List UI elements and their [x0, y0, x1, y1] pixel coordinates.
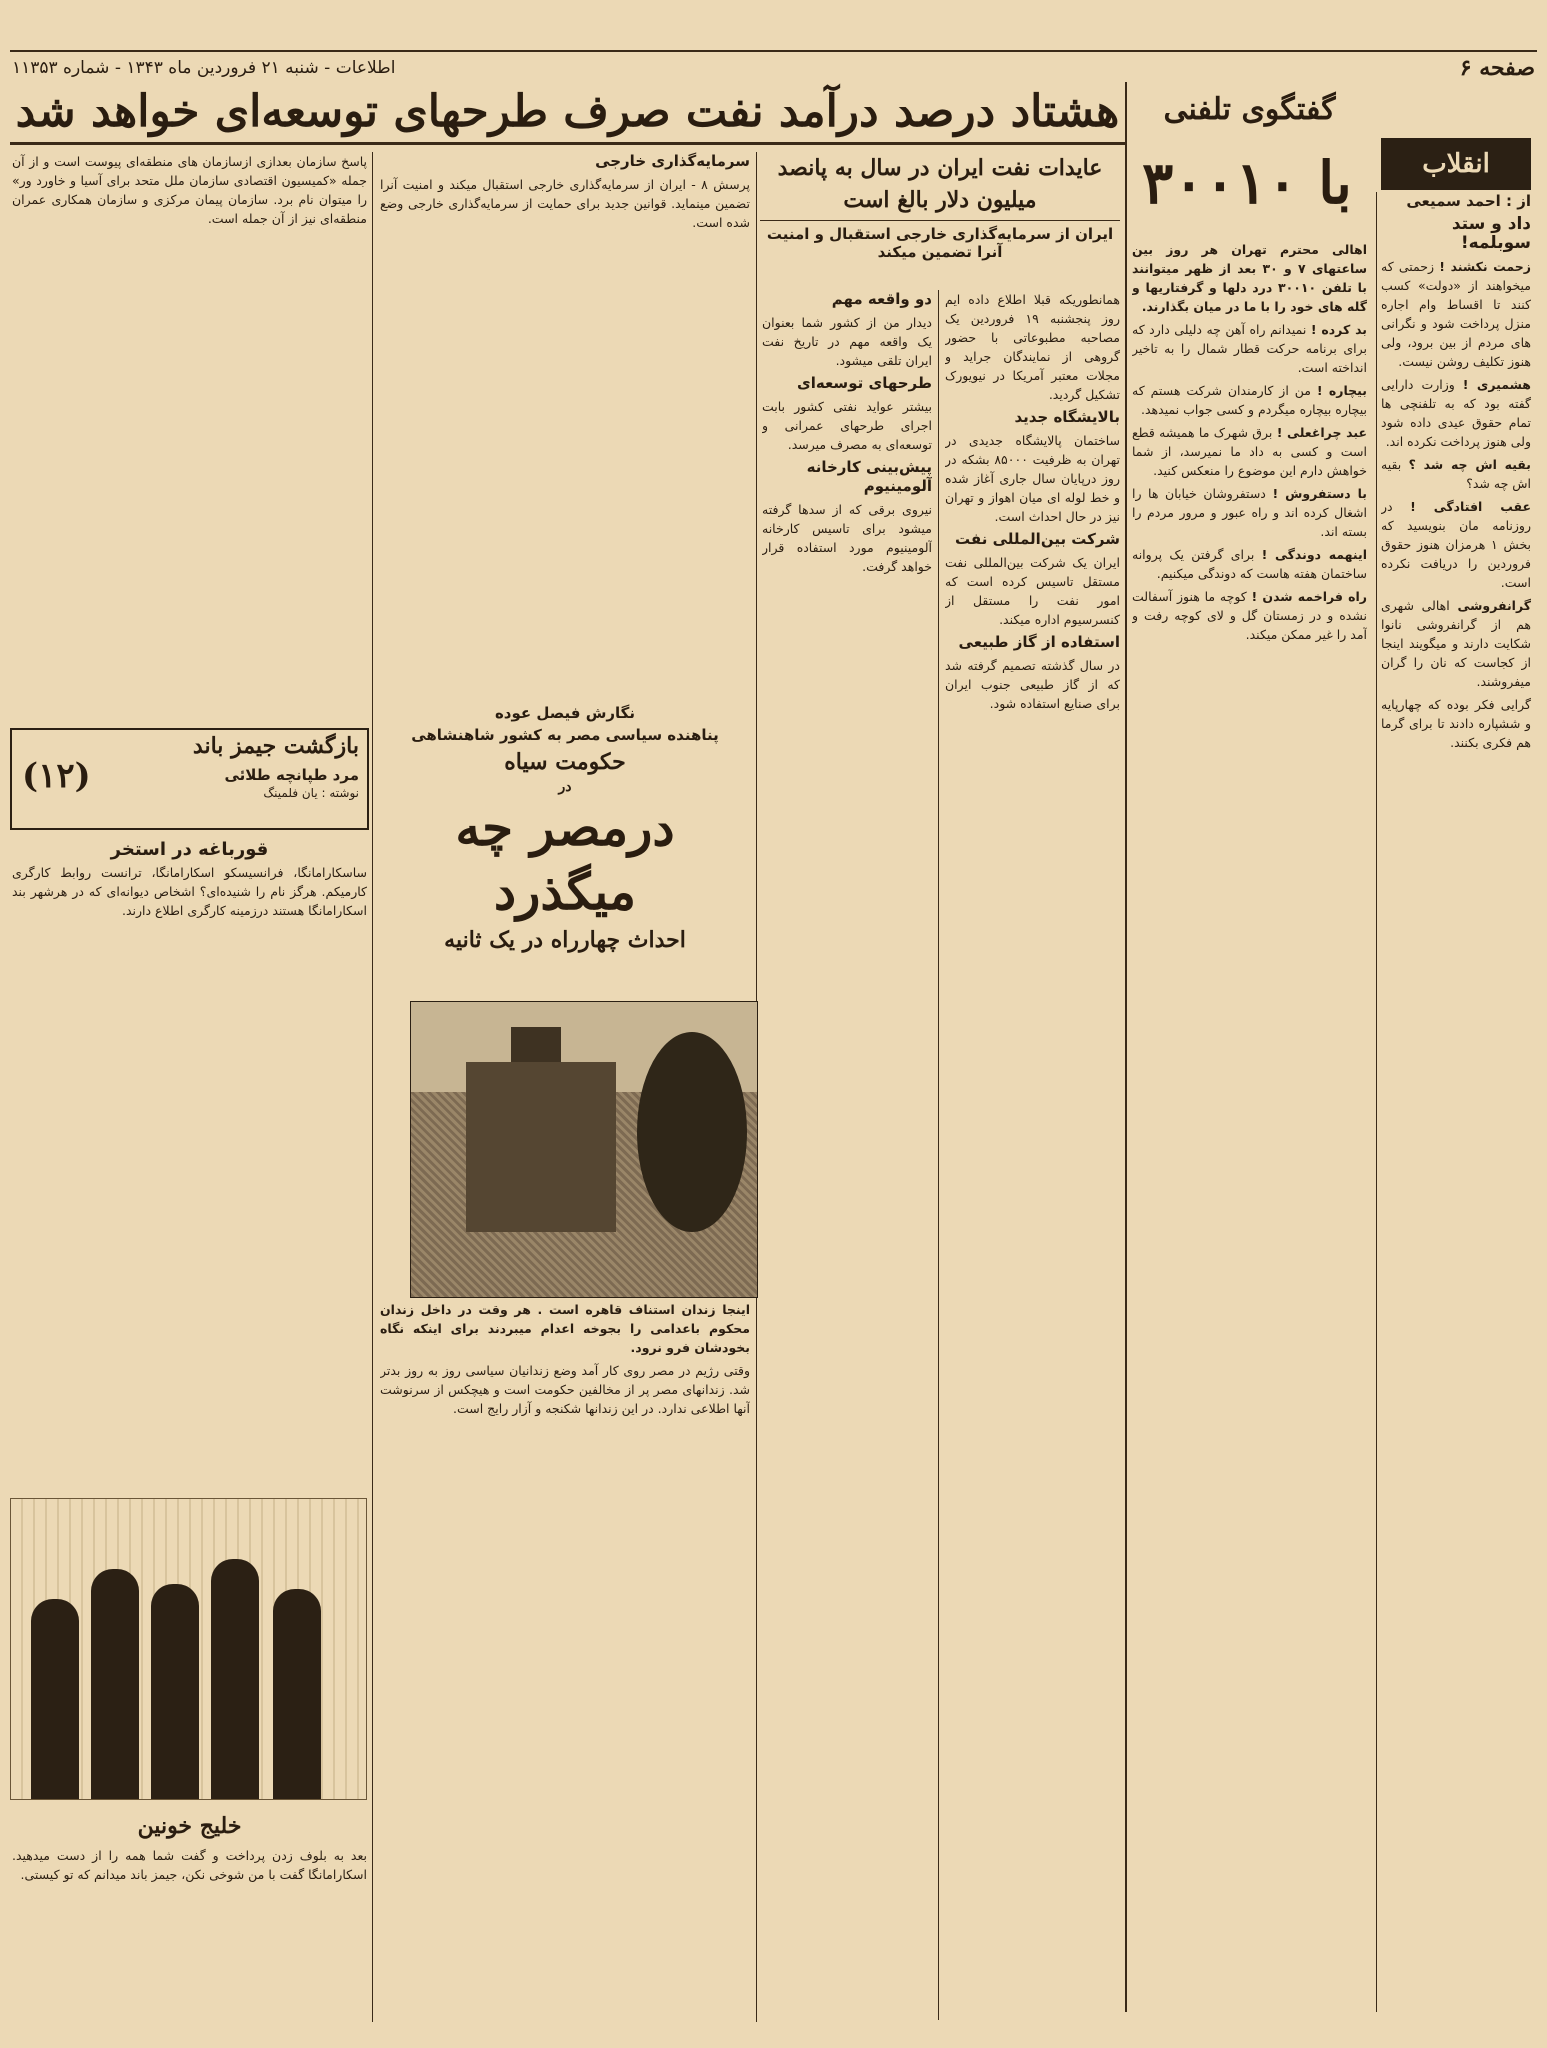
- investment-text: پرسش ۸ - ایران از سرمایه‌گذاری خارجی استقبال میکند و امنیت آنرا تضمین مینماید. قوانین جدید برای حمایت از سرمایه‌گذاری خارجی وضع شده است.: [380, 177, 750, 230]
- column-item: راه فراخمه شدن ! کوچه ما هنوز آسفالت نشده و در زمستان گل و لای کوچه رفت و آمد را غیر ممکن میکند.: [1132, 589, 1367, 642]
- oil-column-1: [945, 290, 1120, 2020]
- gulf-block: [12, 1810, 367, 2020]
- oil-section-title: شرکت بین‌المللی نفت: [955, 530, 1120, 548]
- issue-info: اطلاعات - شنبه ۲۱ فروردین ماه ۱۳۴۳ - شماره ۱۱۳۵۳: [12, 58, 396, 78]
- bond-title: بازگشت جیمز باند: [192, 733, 359, 759]
- column-item: اینهمه دوندگی ! برای گرفتن یک پروانه ساختمان هفته هاست که دوندگی میکنیم.: [1132, 547, 1367, 581]
- bond-title-box: [10, 728, 369, 830]
- egypt-story-head: [380, 700, 750, 956]
- gulf-title: خلیج خونین: [137, 1813, 242, 1839]
- oil-section-text: بیشتر عواید نفتی کشور بابت اجرای طرحهای عمرانی و توسعه‌ای به مصرف میرسد.: [762, 399, 932, 452]
- oil-article-title: عایدات نفت ایران در سال به پانصد میلیون دلار بالغ است: [777, 155, 1103, 213]
- phone-section-head: [1132, 92, 1367, 127]
- oil-lead: همانطوریکه قبلا اطلاع داده ایم روز پنجشنبه ۱۹ فروردین یک مصاحبه مطبوعاتی با حضور گروهی از نمایندگان جراید و مجلات معتبر آمریکا در نیویورک تشکیل گردید.: [945, 292, 1120, 402]
- investment-title: سرمایه‌گذاری خارجی: [595, 152, 750, 170]
- oil-article-subtitle: ایران از سرمایه‌گذاری خارجی استقبال و امنیت آنرا تضمین میکند: [760, 220, 1120, 261]
- left-top-block: [12, 152, 367, 712]
- oil-section-title: طرحهای توسعه‌ای: [796, 374, 932, 392]
- oil-article-head: [760, 152, 1120, 263]
- column-item: عقب افتادگی ! در روزنامه مان بنویسید که بخش ۱ هرمزان هنوز حقوق فروردین را دریافت نکرده است.: [1381, 499, 1531, 590]
- figure: [273, 1589, 321, 1799]
- column-divider: [938, 290, 939, 2020]
- column-item: هشمیری ! وزارت دارایی گفته بود که به تلفنچی ها تمام حقوق عیدی داده شود ولی هنوز پرداخت نکرده اند.: [1381, 377, 1531, 449]
- oil-section-text: نیروی برقی که از سدها گرفته میشود برای تاسیس کارخانه آلومینیوم مورد استفاده قرار خواهد گرفت.: [762, 502, 932, 574]
- column-item: بد کرده ! نمیدانم راه آهن چه دلیلی دارد که برای برنامه حرکت قطار شمال را به تاخیر انداخته است.: [1132, 322, 1367, 375]
- figure: [211, 1559, 259, 1799]
- bond-illustration: [10, 1498, 367, 1800]
- oil-column-2: [762, 290, 932, 2020]
- photo-caption: اینجا زندان استناف قاهره است . هر وقت در داخل زندان محکوم باعدامی را بجوخه اعدام میبردند برای اینکه نگاه بخودشان فرو نرود.: [380, 1302, 750, 1355]
- banner-headline: هشتاد درصد درآمد نفت صرف طرحهای توسعه‌ای خواهد شد: [10, 82, 1125, 145]
- egypt-title: درمصر چه میگذرد: [455, 798, 675, 921]
- figure: [151, 1584, 199, 1799]
- column-item: بقیه اش چه شد ؟ بقیه اش چه شد؟: [1381, 457, 1531, 491]
- oil-section-title: بالایشگاه جدید: [1014, 408, 1120, 426]
- top-rule: [10, 50, 1537, 52]
- section-divider: [1125, 82, 1127, 2012]
- oil-section-text: ساختمان پالایشگاه جدیدی در تهران به ظرفیت ۸۵۰۰۰ بشکه در روز درپایان سال جاری آغاز شده و خط لوله ای میان اهواز و تهران نیز در حال احداث است.: [945, 433, 1120, 524]
- photo-building: [466, 1062, 616, 1232]
- egypt-subtitle: احداث چهارراه در یک ثانیه: [444, 927, 686, 953]
- bond-subtitle: مرد طپانچه طلائی: [224, 766, 359, 784]
- photo-tree: [637, 1032, 747, 1232]
- egypt-line2: پناهنده سیاسی مصر به کشور شاهنشاهی: [411, 726, 719, 744]
- figure: [31, 1599, 79, 1799]
- column-divider: [372, 152, 373, 2022]
- oil-section-text: دیدار من از کشور شما بعنوان یک واقعه مهم در تاریخ نفت ایران تلقی میشود.: [762, 315, 932, 368]
- phone-section-title: گفتگوی تلفنی: [1163, 92, 1336, 127]
- egypt-kicker: نگارش فیصل عوده: [494, 704, 636, 722]
- phone-column-right: [1381, 192, 1531, 2012]
- page-number: صفحه ۶: [1459, 55, 1535, 81]
- oil-section-title: پیش‌بینی کارخانه آلومینیوم: [806, 458, 932, 495]
- oil-section-title: دو واقعه مهم: [831, 290, 932, 308]
- column-title: داد و ستد سوبلمه!: [1451, 214, 1531, 253]
- bond-author: نوشته : یان فلمینگ: [263, 786, 359, 800]
- closing-text: گرایی فکر بوده که چهارپایه و ششپاره دادند تا برای گرما هم فکری بکنند.: [1381, 697, 1531, 750]
- investment-block: [380, 152, 750, 692]
- oil-section-text: در سال گذشته تصمیم گرفته شد که از گاز طبیعی جنوب ایران برای صنایع استفاده شود.: [945, 658, 1120, 711]
- phone-intro: اهالی محترم تهران هر روز بین ساعتهای ۷ و ۳۰ بعد از ظهر میتوانند با تلفن ۳۰۰۱۰ درد دلها و گرفتاریها و گله های خود را با ما در میان بگذارند.: [1132, 242, 1367, 314]
- phone-number-title: با ۳۰۰۱۰: [1142, 149, 1352, 217]
- oil-section-title: استفاده از گاز طبیعی: [958, 633, 1120, 651]
- ettelaat-logo: انقلاب: [1381, 138, 1531, 190]
- left-top-text: پاسخ سازمان بعدازی ازسازمان های منطقه‌ای پیوست است و از آن جمله «کمیسیون اقتصادی سازمان ملل متحد برای آسیا و خاورد ور» را میتوان نام برد. سازمان پیمان مرکزی و سازمان همکاری عمران منطقه‌ای نیز از آن جمله است.: [12, 154, 367, 226]
- prison-photo: [410, 1001, 758, 1298]
- oil-section-text: ایران یک شرکت بین‌المللی نفت مستقل تاسیس کرده است که امور نفت را مستقل از کنسرسیوم اداره میکند.: [945, 555, 1120, 627]
- masthead-line: [12, 54, 1535, 82]
- figure: [91, 1569, 139, 1799]
- gulf-text: بعد به بلوف زدن پرداخت و گفت شما همه را از دست میدهید. اسکارامانگا گفت با من شوخی نکن، جیمز باند میدانم که تو کیستی.: [12, 1848, 367, 1882]
- egypt-body-text: وقتی رژیم در مصر روی کار آمد وضع زندانیان سیاسی روز به روز بدتر شد. زندانهای مصر پر از مخالفین حکومت است و هیچکس از سرنوشت آنها اطلاعی ندارد. در این زندانها شکنجه و آزار رایج است.: [380, 1363, 750, 1416]
- column-item: عبد چراغعلی ! برق شهرک ما همیشه قطع است و کسی به داد ما نمیرسد، از شما خواهش دارم این موضوع را منعکس کنید.: [1132, 425, 1367, 478]
- column-item: با دستفروش ! دستفروشان خیابان ها را اشغال کرده اند و راه عبور و مرور مردم را بسته اند.: [1132, 486, 1367, 539]
- bond-body: [12, 840, 367, 1490]
- column-item: گرانفروشی اهالی شهری هم از گرانفروشی نانوا شکایت دارند و میگویند اینجا از کجاست که نان را گران میفروشند.: [1381, 598, 1531, 689]
- author-line: از : احمد سمیعی: [1406, 192, 1531, 210]
- column-item: بیچاره ! من از کارمندان شرکت هستم که بیچاره بیچاره میگردم و کسی جواب نمیدهد.: [1132, 383, 1367, 417]
- egypt-line4: در: [558, 779, 572, 795]
- column-divider: [1376, 192, 1377, 2012]
- egypt-line3: حکومت سیاه: [504, 749, 626, 775]
- column-item: زحمت نکشند ! زحمتی که میخواهند از «دولت» کسب کنند تا اقساط وام اجاره منزل پرداخت شود و نگرانی های مردم از بین برود، ولی هنوز تکلیف روشن نیست.: [1381, 259, 1531, 369]
- phone-column-left: [1132, 240, 1367, 2010]
- bond-part: (۱۲): [22, 756, 91, 796]
- bond-text: ساسکارامانگا، فرانسیسکو اسکارامانگا، ترانست روابط کارگری کارمیکم. هرگز نام را شنیده‌ای؟ اشخاص دیوانه‌ای که در هرشهر بند اسکارامانگا هستند درزمینه کارگری اطلاع دارند.: [12, 865, 367, 918]
- egypt-body: [380, 1300, 750, 2020]
- bond-section: قورباغه در استخر: [110, 840, 269, 860]
